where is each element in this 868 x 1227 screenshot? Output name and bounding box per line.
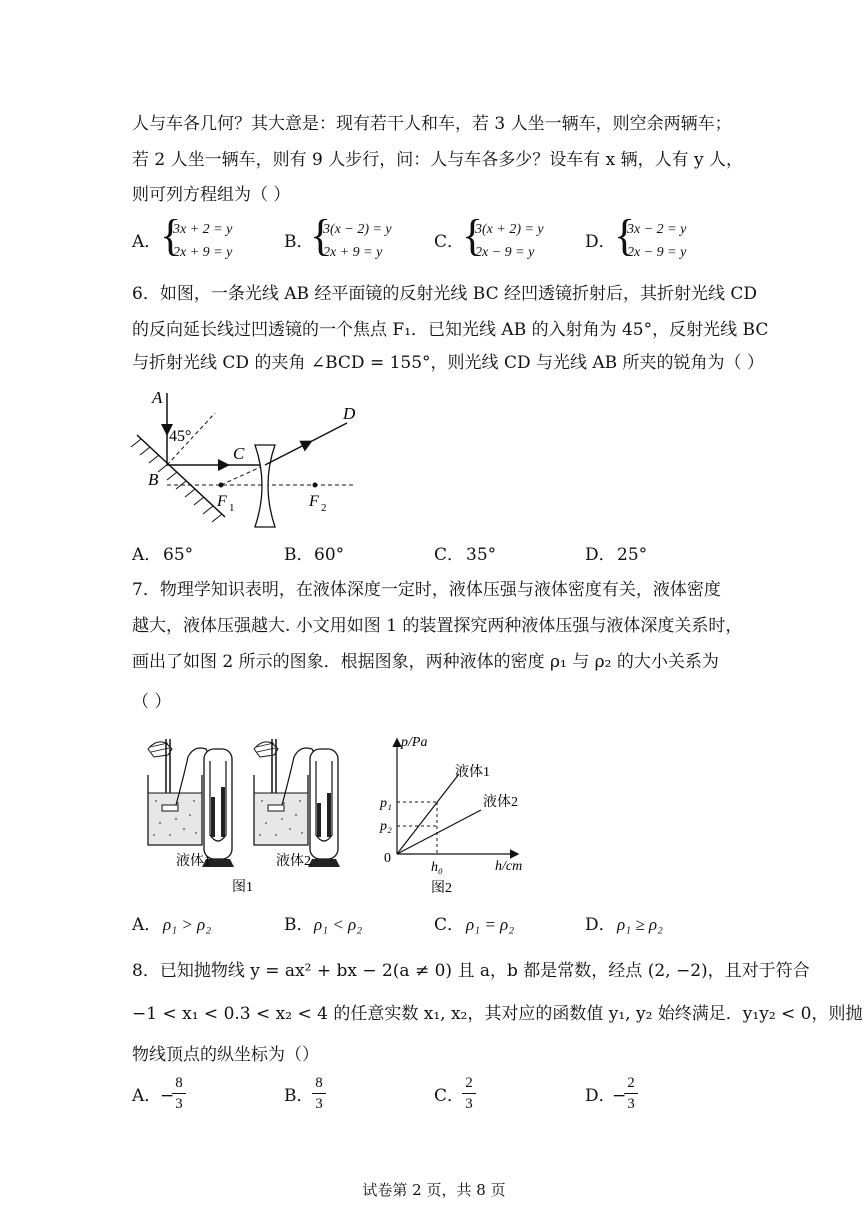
option-fraction xyxy=(462,1074,476,1113)
label-b: B xyxy=(148,470,159,489)
q5-line-2: 若 2 人坐一辆车，则有 9 人步行，问：人与车各多少？设车有 x 辆，人有 y 人， xyxy=(132,150,744,170)
option-text: ρ₁ = ρ₂ xyxy=(466,915,515,934)
y-axis-label: p/Pa xyxy=(401,735,428,750)
q6-line-1: 6．如图，一条光线 AB 经平面镜的反射光线 BC 经凹透镜折射后，其折射光线 CD xyxy=(132,284,758,304)
q8-line-1: 8．已知抛物线 y = ax² + bx − 2(a ≠ 0) 且 a，b 都是常数，经点 (2, −2)，且对于符合 xyxy=(132,961,810,981)
denominator: 3 xyxy=(465,1096,473,1112)
option-fraction xyxy=(624,1074,638,1113)
series-liquid-1 xyxy=(397,774,459,854)
option-label: A． xyxy=(132,915,162,935)
p1-label: p₁ xyxy=(380,796,392,811)
q6-line-2: 的反向延长线过凹透镜的一个焦点 F₁．已知光线 AB 的入射角为 45°，反射光线 BC xyxy=(132,320,769,340)
series-1-label: 液体1 xyxy=(455,765,490,780)
mirror-hatching xyxy=(131,439,222,522)
label-f1-sub: 1 xyxy=(229,502,235,514)
q7-figure-2-graph xyxy=(375,730,535,900)
liquid-2-label: 液体2 xyxy=(276,854,311,869)
q7-line-3: 画出了如图 2 所示的图象．根据图象，两种液体的密度 ρ₁ 与 ρ₂ 的大小关系为 xyxy=(132,652,719,672)
option-fraction xyxy=(312,1074,326,1113)
option-text: ρ₁ < ρ₂ xyxy=(314,915,363,934)
apparatus-2 xyxy=(254,739,340,867)
figure-1-caption: 图1 xyxy=(232,880,253,895)
figure-2-caption: 图2 xyxy=(431,881,452,896)
equation-1: 3x − 2 = y xyxy=(627,222,687,237)
label-d: D xyxy=(343,404,356,423)
option-label: D． xyxy=(585,1086,616,1106)
denominator: 3 xyxy=(627,1096,635,1112)
numerator: 8 xyxy=(315,1075,323,1091)
option-label: B． xyxy=(284,1086,314,1106)
option-label: A． xyxy=(132,1086,162,1106)
q6-optics-figure xyxy=(125,385,365,535)
option-label: A． xyxy=(132,232,162,252)
option-label: B． xyxy=(284,232,314,252)
option-label: C． xyxy=(434,915,465,935)
x-axis-label: h/cm xyxy=(495,859,523,874)
series-liquid-2 xyxy=(397,810,481,854)
option-text: ρ₁ ≥ ρ₂ xyxy=(617,915,663,934)
option-sign: − xyxy=(160,1086,175,1106)
p2-label: p₂ xyxy=(380,819,392,834)
option-text: 25° xyxy=(617,545,648,565)
option-label: A． xyxy=(132,545,162,565)
q8-line-2: −1 < x₁ < 0.3 < x₂ < 4 的任意实数 x₁, x₂，其对应的函数值 y₁, y₂ 始终满足．y₁y₂ < 0，则抛 xyxy=(132,1004,863,1024)
numerator: 2 xyxy=(465,1075,473,1091)
label-c: C xyxy=(233,444,245,463)
series-2-label: 液体2 xyxy=(483,795,518,810)
h0-label: h₀ xyxy=(431,860,443,875)
numerator: 2 xyxy=(627,1075,635,1091)
q7-figure-1 xyxy=(140,735,350,900)
option-label: B． xyxy=(284,915,314,935)
q8-line-3: 物线顶点的纵坐标为（） xyxy=(132,1045,319,1065)
brace: { xyxy=(614,211,636,260)
option-label: C． xyxy=(434,1086,465,1106)
q7-line-1: 7．物理学知识表明，在液体深度一定时，液体压强与液体密度有关，液体密度 xyxy=(132,580,721,600)
option-label: D． xyxy=(585,232,616,252)
focus-f1 xyxy=(219,483,224,488)
apparatus-1 xyxy=(148,739,234,867)
label-angle: 45° xyxy=(169,428,192,445)
focus-f2 xyxy=(313,483,318,488)
q7-line-2: 越大，液体压强越大. 小文用如图 1 的装置探究两种液体压强与液体深度关系时， xyxy=(132,616,743,636)
option-text: ρ₁ > ρ₂ xyxy=(163,915,212,934)
extension-line xyxy=(221,465,265,485)
label-f2-sub: 2 xyxy=(321,502,327,514)
label-f2: F xyxy=(309,493,319,510)
option-text: 65° xyxy=(163,545,194,565)
concave-lens xyxy=(255,445,275,527)
option-sign: − xyxy=(612,1086,627,1106)
option-text: 35° xyxy=(466,545,497,565)
equation-1: 3x + 2 = y xyxy=(173,222,233,237)
option-label: C． xyxy=(434,545,465,565)
option-label: D． xyxy=(585,915,616,935)
label-a: A xyxy=(152,388,163,407)
q5-line-3: 则可列方程组为（ ） xyxy=(132,185,291,205)
q6-line-3: 与折射光线 CD 的夹角 ∠BCD = 155°，则光线 CD 与光线 AB 所夹的锐角为（ ） xyxy=(132,353,764,373)
equation-2: 2x + 9 = y xyxy=(323,245,383,260)
page-footer: 试卷第 2 页，共 8 页 xyxy=(362,1181,506,1199)
brace: { xyxy=(310,211,332,260)
option-label: B． xyxy=(284,545,314,565)
liquid-1-label: 液体1 xyxy=(176,854,211,869)
label-f1: F xyxy=(217,493,227,510)
numerator: 8 xyxy=(175,1075,183,1091)
option-fraction xyxy=(172,1074,186,1113)
q5-line-1: 人与车各几何？其大意是：现有若干人和车，若 3 人坐一辆车，则空余两辆车； xyxy=(132,114,732,134)
equation-2: 2x − 9 = y xyxy=(627,245,687,260)
brace: { xyxy=(160,211,182,260)
equation-1: 3(x − 2) = y xyxy=(323,222,392,237)
denominator: 3 xyxy=(315,1096,323,1112)
option-text: 60° xyxy=(314,545,345,565)
origin-label: 0 xyxy=(384,851,391,866)
equation-1: 3(x + 2) = y xyxy=(475,222,544,237)
denominator: 3 xyxy=(175,1096,183,1112)
brace: { xyxy=(462,211,484,260)
q7-line-4: （ ） xyxy=(132,692,172,712)
option-label: D． xyxy=(585,545,616,565)
equation-2: 2x + 9 = y xyxy=(173,245,233,260)
option-label: C． xyxy=(434,232,465,252)
equation-2: 2x − 9 = y xyxy=(475,245,535,260)
